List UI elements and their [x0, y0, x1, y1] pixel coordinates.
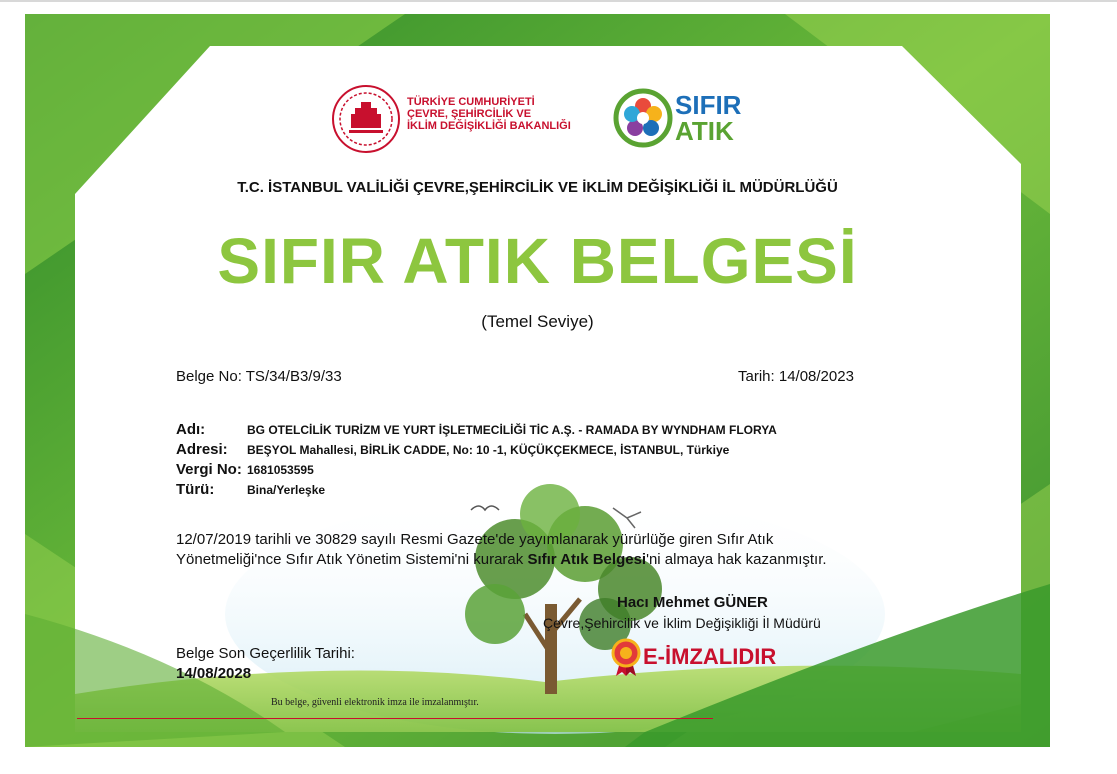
validity-label: Belge Son Geçerlilik Tarihi: — [176, 645, 355, 662]
seal-ribbon-icon — [610, 638, 642, 678]
top-divider — [0, 0, 1117, 2]
footer-red-line — [77, 718, 713, 719]
ministry-line-2: ÇEVRE, ŞEHİRCİLİK VE — [407, 108, 532, 120]
validity-date: 14/08/2028 — [176, 665, 252, 682]
certificate — [25, 14, 1050, 747]
zero-waste-logo-text — [675, 92, 741, 144]
detail-row-name — [176, 421, 876, 439]
ministry-name — [407, 96, 587, 132]
signer-title: Çevre,Şehircilik ve İklim Değişikliği İl Müdürü — [543, 615, 821, 631]
statement-line-1: 12/07/2019 tarihli ve 30829 sayılı Resmi Gazete'de yayımlanarak yürürlüğe giren Sıfır Atık — [176, 531, 774, 548]
detail-row-type — [176, 481, 876, 499]
detail-value: BG OTELCİLİK TURİZM VE YURT İŞLETMECİLİĞİ TİC A.Ş. - RAMADA BY WYNDHAM FLORYA — [247, 423, 777, 437]
zero-waste-logo-line-1: SIFIR — [675, 90, 742, 120]
statement-text: 'ni almaya hak kazanmıştır. — [646, 551, 827, 568]
recycle-flower-icon — [613, 88, 673, 148]
detail-value: Bina/Yerleşke — [247, 483, 326, 497]
statement-line-2 — [176, 550, 896, 570]
ministry-line-3: İKLİM DEĞİŞİKLİĞİ BAKANLIĞI — [407, 120, 571, 132]
statement-emphasis: Sıfır Atık Belgesi — [527, 551, 647, 568]
certificate-level: (Temel Seviye) — [481, 312, 594, 331]
statement-text: Yönetmeliği'nce Sıfır Atık Yönetim Sistemi'ni kurarak — [176, 551, 528, 568]
detail-label: Adı: — [176, 421, 206, 438]
document-number: Belge No: TS/34/B3/9/33 — [176, 368, 342, 385]
detail-label: Türü: — [176, 481, 215, 498]
detail-row-address — [176, 441, 876, 459]
detail-value: 1681053595 — [247, 463, 314, 477]
ministry-line-1: TÜRKİYE CUMHURİYETİ — [407, 96, 535, 108]
certificate-statement — [176, 530, 896, 570]
detail-value: BEŞYOL Mahallesi, BİRLİK CADDE, No: 10 -1, KÜÇÜKÇEKMECE, İSTANBUL, Türkiye — [247, 443, 730, 457]
signer-name: Hacı Mehmet GÜNER — [617, 594, 768, 611]
detail-label: Adresi: — [176, 441, 228, 458]
detail-row-tax-no — [176, 461, 876, 479]
issue-date: Tarih: 14/08/2023 — [738, 368, 854, 385]
zero-waste-logo-line-2: ATIK — [675, 116, 734, 146]
ministry-seal-icon — [331, 84, 401, 154]
detail-label: Vergi No: — [176, 461, 242, 478]
certificate-title: SIFIR ATIK BELGESİ — [217, 225, 858, 297]
e-signed-badge: E-İMZALIDIR — [643, 644, 777, 669]
e-signature-note: Bu belge, güvenli elektronik imza ile imzalanmıştır. — [271, 697, 479, 708]
issuing-authority: T.C. İSTANBUL VALİLİĞİ ÇEVRE,ŞEHİRCİLİK VE İKLİM DEĞİŞİKLİĞİ İL MÜDÜRLÜĞÜ — [237, 179, 838, 196]
